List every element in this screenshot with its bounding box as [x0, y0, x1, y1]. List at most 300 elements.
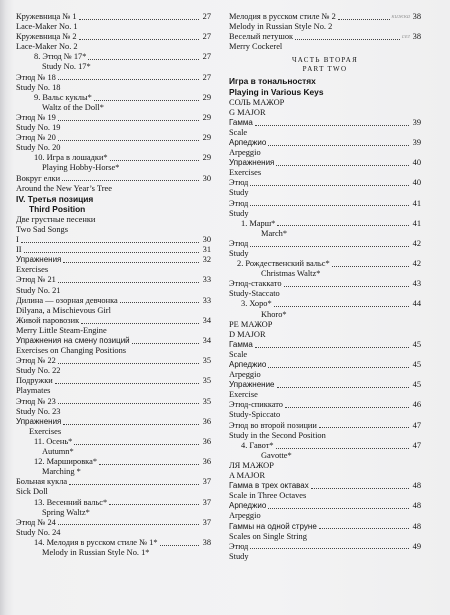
part-heading-ru: ЧАСТЬ ВТОРАЯ: [291, 56, 359, 65]
entry-title: 12. Маршировка*: [34, 457, 98, 467]
entry-title: Playing Hobby-Horse*: [42, 163, 120, 173]
toc-entry-line: [16, 346, 211, 356]
entry-title: Кружевница № 2: [16, 32, 77, 42]
toc-entry: [16, 296, 211, 306]
page-number: 47: [412, 440, 421, 450]
entry-title: Этюд № 21: [16, 275, 56, 285]
toc-entry-line: [229, 532, 421, 542]
toc-entry-line: [16, 548, 211, 558]
dot-leader: [94, 100, 199, 101]
entry-title: Гамма: [229, 339, 253, 349]
entry-title: I: [16, 235, 19, 245]
page-number: 36: [202, 436, 211, 446]
faint-stamp-text: сег: [401, 33, 410, 41]
toc-entry: [16, 498, 211, 508]
section-heading: [16, 194, 211, 205]
page-number: 35: [202, 376, 211, 386]
page-number: 46: [412, 400, 421, 410]
toc-entry-line: [16, 386, 211, 396]
dot-leader: [99, 464, 199, 465]
dot-leader: [311, 488, 409, 489]
toc-entry-line: [229, 310, 421, 320]
page-number: 29: [202, 92, 211, 102]
dot-leader: [276, 448, 409, 449]
toc-entry: [16, 275, 211, 285]
page-number: 27: [202, 52, 211, 62]
toc-entry-line: [16, 326, 211, 336]
page-number: 43: [412, 279, 421, 289]
entry-title: 13. Весенний вальс*: [34, 497, 108, 507]
page-number: 27: [202, 12, 211, 21]
dot-leader: [81, 323, 199, 324]
entry-title: Study-Staccato: [229, 289, 280, 299]
toc-entry-line: [229, 289, 421, 299]
page-number: 37: [202, 517, 211, 527]
toc-entry: [16, 518, 211, 528]
page-number: 41: [412, 198, 421, 208]
toc-entry: [16, 245, 211, 255]
page-number: 30: [202, 173, 211, 183]
page-number: 33: [202, 295, 211, 305]
toc-entry: [16, 477, 211, 487]
entry-title: Scale: [229, 127, 248, 137]
dot-leader: [58, 524, 199, 525]
toc-entry-line: [229, 320, 421, 330]
entry-title: Этюд № 24: [16, 517, 56, 527]
toc-entry-line: [229, 330, 421, 340]
page-number: 39: [412, 137, 421, 147]
dot-leader: [24, 252, 199, 253]
dot-leader: [274, 306, 409, 307]
toc-entry-line: [229, 209, 421, 219]
page-number: 47: [412, 420, 421, 430]
entry-title: Exercise: [229, 390, 258, 400]
page-number: 38: [412, 32, 421, 42]
toc-entry-line: [229, 188, 421, 198]
dot-leader: [285, 407, 409, 408]
entry-title: Autumn*: [42, 447, 74, 457]
entry-title: Живой паровозик: [16, 315, 80, 325]
dot-leader: [250, 205, 409, 206]
page-number: 40: [412, 158, 421, 168]
entry-title: Упражнения на смену позиций: [16, 336, 130, 345]
toc-entry-line: [229, 229, 421, 239]
toc-entry: [16, 133, 211, 143]
dot-leader: [58, 363, 199, 364]
dot-leader: [55, 383, 199, 384]
entry-title: Exercises: [29, 426, 62, 436]
dot-leader: [58, 140, 199, 141]
toc-entry: [16, 356, 211, 366]
entry-title: March*: [261, 228, 288, 238]
entry-title: Вокруг елки: [16, 173, 61, 183]
toc-entry: [229, 138, 421, 148]
page-number: 38: [412, 12, 421, 21]
toc-entry-line: [229, 42, 421, 52]
toc-entry: [229, 158, 421, 168]
entry-title: Two Sad Songs: [16, 224, 68, 234]
toc-entry: [16, 538, 211, 548]
entry-title: Waltz of the Doll*: [42, 102, 104, 112]
dot-leader: [319, 427, 409, 428]
entry-title: Больная кукла: [16, 477, 68, 487]
dot-leader: [58, 282, 199, 283]
toc-entry-line: [16, 265, 211, 275]
toc-entry: [229, 421, 421, 431]
dot-leader: [132, 343, 199, 344]
toc-entry: [16, 397, 211, 407]
entry-title: Dilyana, a Mischievous Girl: [16, 305, 111, 315]
toc-entry: [229, 441, 421, 451]
page-number: 30: [202, 235, 211, 245]
page-number: 35: [202, 356, 211, 366]
entry-title: Упражнения: [16, 416, 62, 426]
page-number: 27: [202, 72, 211, 82]
entry-title: Arpeggio: [229, 370, 261, 380]
entry-title: Дилина — озорная девчонка: [16, 295, 118, 305]
page-number: 33: [202, 275, 211, 285]
toc-entry: [16, 437, 211, 447]
dot-leader: [268, 145, 409, 146]
toc-entry: [229, 340, 421, 350]
entry-title: Арпеджио: [229, 360, 267, 369]
toc-entry-line: [16, 407, 211, 417]
entry-title: Этюд № 22: [16, 356, 56, 366]
toc-entry-line: [229, 491, 421, 501]
toc-entry: [229, 380, 421, 390]
dot-leader: [88, 59, 199, 60]
entry-title: Study: [229, 248, 249, 258]
dot-leader: [79, 19, 199, 20]
entry-title: Study-Spiccato: [229, 410, 281, 420]
toc-entry: [229, 400, 421, 410]
entry-title: Две грустные песенки: [16, 214, 96, 224]
entry-title: Lace-Maker No. 1: [16, 22, 78, 32]
dot-leader: [62, 180, 199, 181]
entry-title: Игра в тональностях: [229, 76, 316, 87]
entry-title: Playing in Various Keys: [229, 86, 324, 97]
toc-entry-line: [16, 184, 211, 194]
toc-entry: [229, 178, 421, 188]
entry-title: Арпеджио: [229, 501, 267, 511]
toc-entry: [16, 12, 211, 22]
entry-title: Lace-Maker No. 2: [16, 42, 78, 52]
entry-title: A MAJOR: [229, 471, 266, 481]
entry-title: РЕ МАЖОР: [229, 319, 273, 329]
dot-leader: [79, 39, 199, 40]
entry-title: Study: [229, 188, 249, 198]
page-number: 45: [412, 360, 421, 369]
dot-leader: [58, 120, 199, 121]
dot-leader: [120, 302, 199, 303]
dot-leader: [319, 528, 409, 529]
toc-entry-line: [16, 467, 211, 477]
page-number: 39: [412, 117, 421, 127]
page-number: 29: [202, 153, 211, 163]
entry-title: Этюд-спиккато: [229, 400, 283, 410]
toc-entry-line: [229, 451, 421, 461]
entry-title: Этюд: [229, 541, 249, 551]
entry-title: Spring Waltz*: [42, 507, 90, 517]
toc-entry-line: [229, 350, 421, 360]
page-number: 38: [202, 537, 211, 547]
page-number: 32: [202, 255, 211, 265]
page-number: 29: [202, 133, 211, 143]
page-number: 49: [412, 541, 421, 551]
toc-entry: [16, 235, 211, 245]
dot-leader: [63, 262, 199, 263]
section-heading: [229, 76, 421, 87]
toc-entry: [16, 376, 211, 386]
toc-entry-line: [229, 128, 421, 138]
toc-entry: [16, 255, 211, 265]
entry-title: Christmas Waltz*: [261, 269, 321, 279]
toc-entry-line: [229, 168, 421, 178]
dot-leader: [250, 185, 409, 186]
toc-right-column: [229, 12, 421, 562]
entry-title: Арпеджио: [229, 137, 267, 147]
toc-entry-line: [16, 366, 211, 376]
page-number: 48: [412, 521, 421, 531]
toc-entry-line: [16, 103, 211, 113]
toc-entry-line: [16, 447, 211, 457]
toc-entry: [229, 239, 421, 249]
entry-title: Study No. 18: [16, 82, 61, 92]
page-number: 42: [412, 238, 421, 248]
entry-title: Подружки: [16, 376, 53, 386]
page-number: 41: [412, 218, 421, 228]
toc-entry-line: [229, 410, 421, 420]
toc-entry-line: [229, 552, 421, 562]
entry-title: Study No. 22: [16, 366, 61, 376]
toc-entry: [16, 417, 211, 427]
toc-entry: [16, 336, 211, 346]
page-number: 42: [412, 259, 421, 269]
dot-leader: [277, 387, 409, 388]
toc-entry-line: [229, 431, 421, 441]
toc-entry-line: [16, 163, 211, 173]
entry-title: Мелодия в русском стиле № 2: [229, 12, 336, 21]
entry-title: Scale: [229, 349, 248, 359]
entry-title: СОЛЬ МАЖОР: [229, 97, 285, 107]
entry-title: Playmates: [16, 386, 51, 396]
toc-entry-line: [16, 286, 211, 296]
toc-entry: [16, 32, 211, 42]
toc-entry: [229, 219, 421, 229]
entry-title: Merry Little Steam-Engine: [16, 325, 107, 335]
dot-leader: [255, 125, 409, 126]
toc-left-column: [16, 12, 211, 558]
toc-entry-line: [16, 83, 211, 93]
page-number: 40: [412, 178, 421, 188]
toc-entry: [16, 52, 211, 62]
page-number: 36: [202, 457, 211, 467]
toc-entry: [16, 153, 211, 163]
entry-title: Exercises on Changing Positions: [16, 346, 127, 356]
toc-entry: [229, 32, 421, 42]
dot-leader: [338, 19, 390, 20]
faint-stamp-text: кижка: [391, 13, 410, 20]
dot-leader: [58, 403, 199, 404]
entry-title: 11. Осень*: [34, 436, 73, 446]
entry-title: Упражнения: [16, 255, 62, 265]
entry-title: Study No. 20: [16, 143, 61, 153]
toc-entry-line: [16, 143, 211, 153]
entry-title: Упражнение: [229, 380, 275, 390]
toc-entry-line: [229, 148, 421, 158]
entry-title: Merry Cockerel: [229, 42, 283, 52]
part-heading-en: PART TWO: [302, 65, 348, 74]
entry-title: Study in the Second Position: [229, 430, 326, 440]
entry-title: Гаммы на одной струне: [229, 521, 317, 531]
toc-entry-line: [16, 62, 211, 72]
dot-leader: [74, 444, 199, 445]
page-number: 48: [412, 481, 421, 491]
toc-entry-line: [16, 22, 211, 32]
dot-leader: [63, 424, 199, 425]
entry-title: Exercises: [16, 265, 49, 275]
dot-leader: [255, 347, 409, 348]
entry-title: Sick Doll: [16, 487, 48, 497]
toc-entry-line: [229, 461, 421, 471]
entry-title: Scales on Single String: [229, 531, 307, 541]
toc-entry-line: [16, 42, 211, 52]
toc-entry-line: [16, 427, 211, 437]
section-heading: [229, 87, 421, 98]
entry-title: Этюд № 19: [16, 112, 56, 122]
toc-entry-line: [16, 508, 211, 518]
page-number: 45: [412, 380, 421, 390]
toc-entry: [229, 12, 421, 22]
entry-title: Этюд № 23: [16, 396, 56, 406]
entry-title: G MAJOR: [229, 107, 266, 117]
dot-leader: [284, 286, 409, 287]
entry-title: Arpeggio: [229, 148, 261, 158]
dot-leader: [250, 246, 409, 247]
entry-title: Study: [229, 551, 249, 561]
page-number: 37: [202, 497, 211, 507]
dot-leader: [277, 225, 409, 226]
toc-entry-line: [229, 269, 421, 279]
toc-entry: [229, 481, 421, 491]
entry-title: Study No. 21: [16, 285, 61, 295]
entry-title: Gavotte*: [261, 450, 292, 460]
entry-title: Third Position: [29, 204, 86, 215]
entry-title: Arpeggio: [229, 511, 261, 521]
toc-entry: [229, 299, 421, 309]
toc-entry-line: [229, 390, 421, 400]
entry-title: Melody in Russian Style No. 2: [229, 22, 333, 32]
entry-title: IV. Третья позиция: [16, 193, 94, 204]
entry-title: ЛЯ МАЖОР: [229, 460, 274, 470]
entry-title: 2. Рождественский вальс*: [237, 259, 330, 269]
toc-entry-line: [229, 108, 421, 118]
toc-entry: [229, 279, 421, 289]
entry-title: 14. Мелодия в русском стиле № 1*: [34, 537, 158, 547]
page-number: 27: [202, 32, 211, 42]
entry-title: Этюд-стаккато: [229, 279, 282, 289]
toc-entry-line: [229, 511, 421, 521]
page-number: 34: [202, 336, 211, 345]
dot-leader: [250, 548, 409, 549]
toc-entry: [16, 316, 211, 326]
entry-title: II: [16, 245, 22, 255]
entry-title: Study: [229, 208, 249, 218]
dot-leader: [109, 504, 199, 505]
page-number: 34: [202, 315, 211, 325]
entry-title: Around the New Year’s Tree: [16, 183, 112, 193]
toc-entry: [16, 73, 211, 83]
entry-title: Study No. 19: [16, 123, 61, 133]
page-number: 45: [412, 339, 421, 349]
toc-entry-line: [229, 22, 421, 32]
toc-entry-line: [16, 123, 211, 133]
entry-title: D MAJOR: [229, 329, 266, 339]
entry-title: Study No. 24: [16, 527, 61, 537]
toc-right-main-entries: [229, 76, 421, 562]
toc-entry: [229, 360, 421, 370]
entry-title: Веселый петушок: [229, 32, 294, 42]
entry-title: Кружевница № 1: [16, 12, 77, 21]
dot-leader: [332, 266, 409, 267]
page-number: 37: [202, 477, 211, 487]
toc-entry-line: [229, 98, 421, 108]
toc-entry-line: [16, 306, 211, 316]
entry-title: 4. Гавот*: [241, 440, 274, 450]
dot-leader: [110, 160, 199, 161]
dot-leader: [268, 367, 409, 368]
entry-title: Гамма в трех октавах: [229, 481, 309, 491]
entry-title: 1. Марш*: [241, 218, 276, 228]
entry-title: Этюд № 20: [16, 133, 56, 143]
entry-title: Exercises: [229, 168, 262, 178]
entry-title: Marching *: [42, 467, 81, 477]
toc-entry-line: [229, 370, 421, 380]
toc-entry: [229, 522, 421, 532]
toc-entry-line: [16, 528, 211, 538]
page-number: 44: [412, 299, 421, 309]
dot-leader: [21, 242, 199, 243]
entry-title: Упражнения: [229, 158, 275, 168]
page-number: 31: [202, 245, 211, 255]
section-heading: [16, 204, 211, 215]
entry-title: Study No. 17*: [42, 62, 91, 72]
entry-title: Этюд: [229, 198, 249, 208]
entry-title: Khoro*: [261, 309, 287, 319]
dot-leader: [268, 508, 409, 509]
toc-entry-line: [16, 225, 211, 235]
entry-title: 8. Этюд № 17*: [34, 52, 87, 62]
page-number: 29: [202, 112, 211, 122]
toc-entry-line: [229, 249, 421, 259]
entry-title: Этюд: [229, 238, 249, 248]
toc-entry: [229, 118, 421, 128]
toc-entry: [229, 542, 421, 552]
entry-title: 10. Игра в лошадки*: [34, 153, 108, 163]
dot-leader: [295, 39, 400, 40]
toc-entry: [16, 174, 211, 184]
toc-right-top-entries: [229, 12, 421, 52]
toc-entry-line: [16, 487, 211, 497]
entry-title: Scale in Three Octaves: [229, 491, 307, 501]
toc-entry: [16, 457, 211, 467]
entry-title: Этюд: [229, 178, 249, 188]
entry-title: Гамма: [229, 117, 253, 127]
entry-title: 9. Вальс куклы*: [34, 92, 92, 102]
toc-entry-line: [16, 215, 211, 225]
entry-title: Study No. 23: [16, 406, 61, 416]
page-number: 35: [202, 396, 211, 406]
